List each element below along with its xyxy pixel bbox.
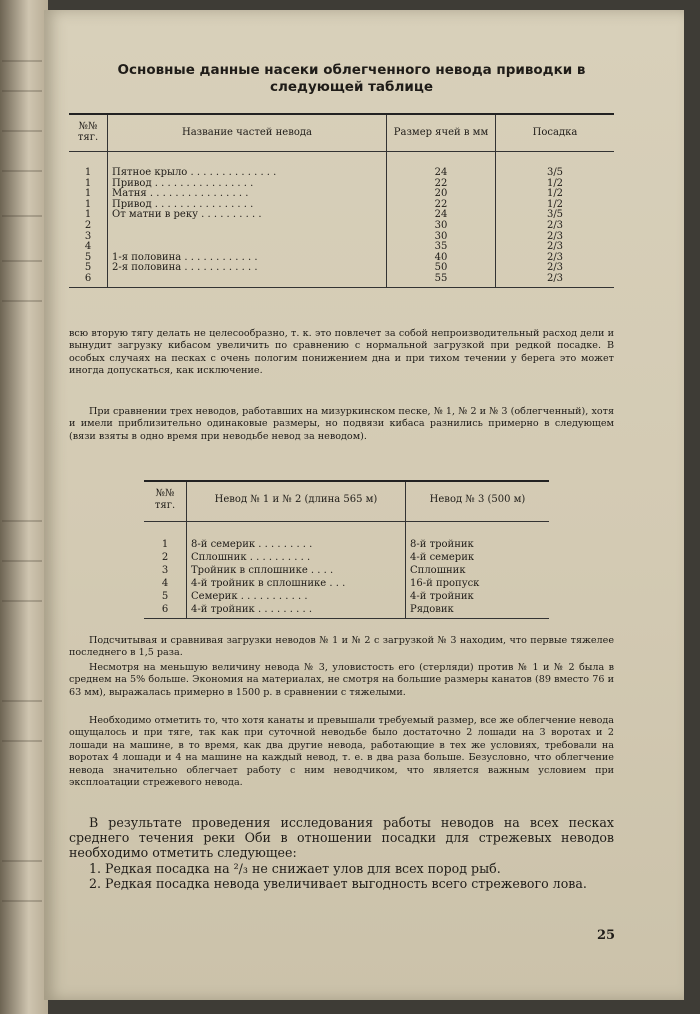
mesh-size: 35	[387, 242, 496, 253]
part-name	[108, 221, 387, 232]
part-name	[108, 232, 387, 243]
row-number: 1	[84, 209, 92, 221]
fit-ratio: 1/2	[496, 189, 615, 200]
paragraph-catchability: Несмотря на меньшую величину невода № 3, уловистость его (стерляди) против № 1 и № 2 была в среднем на 5% больше. Экономия на материалах, не смотря на большие размеры канатов (89 вместо 76 и 63 мм), выражалась примерно в 1500 р. в сравнении с тяжелыми.	[69, 662, 614, 698]
fit-ratio: 2/3	[496, 232, 615, 243]
fit-ratio: 3/5	[496, 152, 615, 179]
net-1-2-value: Тройник в сплошнике . . . .	[187, 564, 406, 577]
mesh-size: 22	[387, 200, 496, 211]
row-number: 2	[84, 219, 92, 231]
net-3-value: 16-й пропуск	[406, 577, 550, 590]
fit-ratio: 2/3	[496, 253, 615, 264]
mesh-size: 20	[387, 189, 496, 200]
col-header-mesh-size: Размер ячей в мм	[387, 114, 496, 152]
net-1-2-value: 4-й тройник в сплошнике . . .	[187, 577, 406, 590]
part-name: 1-я половина . . . . . . . . . . . .	[108, 253, 387, 264]
part-name: 2-я половина . . . . . . . . . . . .	[108, 263, 387, 274]
table-row	[69, 274, 614, 287]
col-header-net-3: Невод № 3 (500 м)	[406, 481, 550, 522]
net-3-value: 4-й семерик	[406, 551, 550, 564]
table-row	[69, 263, 614, 274]
mesh-size: 50	[387, 263, 496, 274]
mesh-size: 22	[387, 179, 496, 190]
row-number: 1	[84, 177, 92, 189]
col-header-number: №№ тяг.	[69, 114, 108, 152]
row-number: 4	[161, 578, 169, 589]
facing-page-edge	[0, 0, 48, 1014]
net-3-value: Сплошник	[406, 564, 550, 577]
mesh-size: 24	[387, 210, 496, 221]
mesh-size: 30	[387, 232, 496, 243]
part-name: Матня . . . . . . . . . . . . . . . .	[108, 189, 387, 200]
row-number: 2	[161, 552, 169, 563]
col-header-net-1-2: Невод № 1 и № 2 (длина 565 м)	[187, 481, 406, 522]
table-row	[144, 577, 549, 590]
net-1-2-value: 4-й тройник . . . . . . . . .	[187, 603, 406, 619]
row-number: 5	[84, 262, 92, 274]
row-number: 1	[84, 188, 92, 200]
table-row	[69, 152, 614, 179]
fit-ratio: 2/3	[496, 274, 615, 287]
row-number: 1	[161, 539, 169, 550]
row-number: 5	[161, 591, 169, 602]
paragraph-second-pull: всю вторую тягу делать не целесообразно, т. к. это повлечет за собой непроизводительный расход дели и вынудит загрузку кибасом увеличить по сравнению с нормальной загрузкой при редкой посадке. В особых случаях на песках с очень пологим понижением дна и при тихом течении у берега это может иногда допускаться, как исключение.	[69, 328, 614, 377]
table-row	[144, 551, 549, 564]
mesh-size: 24	[387, 152, 496, 179]
fit-ratio: 2/3	[496, 221, 615, 232]
col-header-part-name: Название частей невода	[108, 114, 387, 152]
col-header-fit: Посадка	[496, 114, 615, 152]
table-header-row	[144, 481, 549, 522]
part-name: Пятное крыло . . . . . . . . . . . . . .	[108, 152, 387, 179]
mesh-size: 55	[387, 274, 496, 287]
conclusion-item-2: 2. Редкая посадка невода увеличивает выгодность всего стрежевого лова.	[89, 876, 587, 891]
col-header-number: №№ тяг.	[144, 481, 187, 522]
table-row	[144, 603, 549, 619]
table-row	[144, 564, 549, 577]
fit-ratio: 2/3	[496, 242, 615, 253]
paragraph-three-nets: При сравнении трех неводов, работавших на мизуркинском песке, № 1, № 2 и № 3 (облегченный), хотя и имели приблизительно одинаковые размеры, но подвязи кибаса разнились примерно в следующем (вязи взяты в одно время при неводьбе невод за неводом).	[69, 406, 614, 442]
part-name: Привод . . . . . . . . . . . . . . . .	[108, 200, 387, 211]
mesh-size: 30	[387, 221, 496, 232]
paragraph-conclusion: В результате проведения исследования работы неводов на всех песках среднего течения реки Оби в отношении посадки для стрежевых неводов необходимо отметить следующее:	[69, 815, 614, 861]
paragraph-lightening: Необходимо отметить то, что хотя канаты и превышали требуемый размер, все же облегчение невода ощущалось и при тяге, так как при суточной неводьбе было достаточно 2 лошади на 3 воротах и 2 лошади на машине, в то время, как два другие невода, работающие в тех же условиях, требовали на воротах 4 лошади и 4 на машине на каждый невод, т. е. в два раза больше. Безусловно, что облегчение невода значительно облегчает работу с ним неводчиком, что является важным условием при эксплоатации стрежевого невода.	[69, 715, 614, 789]
table-row	[69, 221, 614, 232]
table-header-row	[69, 114, 614, 152]
row-number: 3	[84, 230, 92, 242]
part-name: От матни в реку . . . . . . . . . .	[108, 210, 387, 221]
fit-ratio: 1/2	[496, 179, 615, 190]
ballast-comparison-table	[144, 480, 549, 619]
table-row	[144, 522, 549, 552]
fit-ratio: 3/5	[496, 210, 615, 221]
page-title: Основные данные насеки облегченного невода приводки в следующей таблице	[117, 62, 586, 95]
book-page	[44, 10, 684, 1000]
fit-ratio: 2/3	[496, 263, 615, 274]
conclusion-item-1: 1. Редкая посадка на ²/₃ не снижает улов для всех пород рыб.	[89, 861, 501, 876]
part-name	[108, 274, 387, 287]
net-1-2-value: Семерик . . . . . . . . . . .	[187, 590, 406, 603]
mesh-size: 40	[387, 253, 496, 264]
page-number: 25	[597, 928, 616, 943]
row-number: 3	[161, 565, 169, 576]
row-number: 6	[144, 603, 187, 619]
row-number: 4	[84, 241, 92, 253]
net-3-value: Рядовик	[406, 603, 550, 619]
row-number: 6	[69, 274, 108, 287]
row-number: 1	[84, 167, 92, 178]
net-3-value: 8-й тройник	[406, 522, 550, 552]
paragraph-load-comparison: Подсчитывая и сравнивая загрузки неводов № 1 и № 2 с загрузкой № 3 находим, что первые тяжелее последнего в 1,5 раза.	[69, 635, 614, 659]
part-name: Привод . . . . . . . . . . . . . . . .	[108, 179, 387, 190]
net-1-2-value: Сплошник . . . . . . . . . .	[187, 551, 406, 564]
net-1-2-value: 8-й семерик . . . . . . . . .	[187, 522, 406, 552]
fit-ratio: 1/2	[496, 200, 615, 211]
table-row	[69, 210, 614, 221]
net-3-value: 4-й тройник	[406, 590, 550, 603]
table-row	[144, 590, 549, 603]
row-number: 1	[84, 198, 92, 210]
net-parts-table	[69, 113, 614, 288]
table-row	[69, 232, 614, 243]
row-number: 5	[84, 251, 92, 263]
